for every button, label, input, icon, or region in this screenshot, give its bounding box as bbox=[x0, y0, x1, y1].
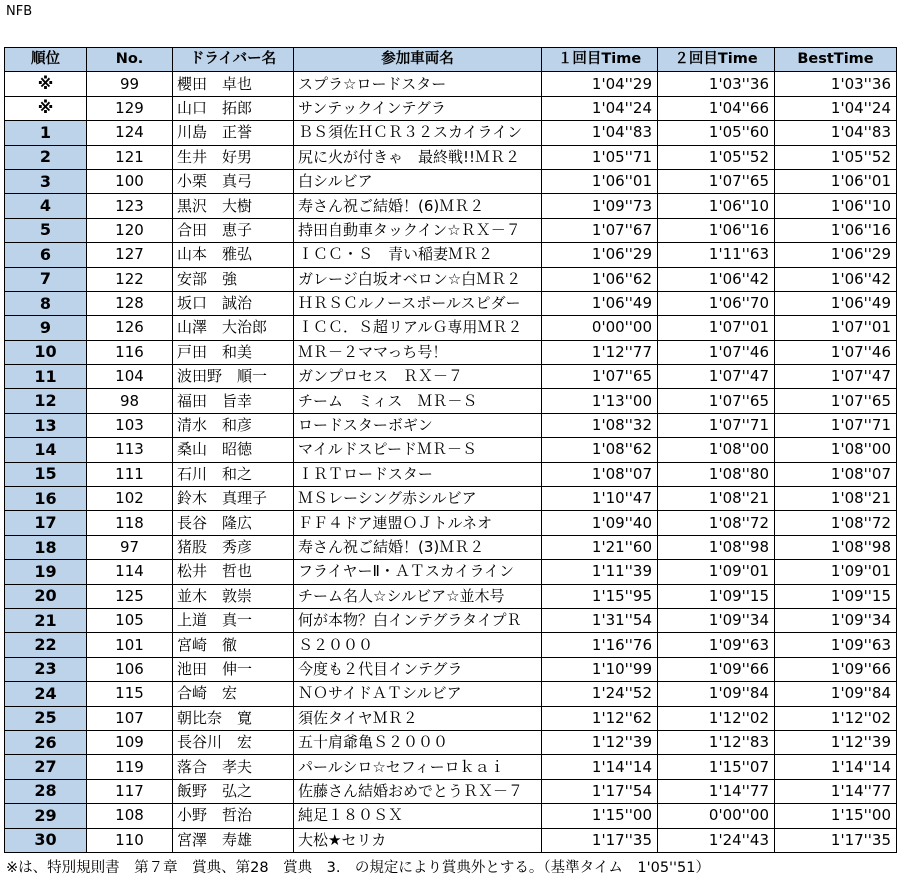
driver-cell: 長谷川 宏 bbox=[173, 730, 294, 754]
no-cell: 120 bbox=[87, 218, 173, 242]
vehicle-cell: マイルドスピードＭＲ－Ｓ bbox=[294, 438, 542, 462]
vehicle-cell: チーム名人☆シルビア☆並木号 bbox=[294, 584, 542, 608]
no-cell: 114 bbox=[87, 560, 173, 584]
time1-cell: 1'12''77 bbox=[542, 340, 658, 364]
time2-cell: 1'07''65 bbox=[658, 169, 775, 193]
rank-cell: 10 bbox=[5, 340, 87, 364]
driver-cell: 黒沢 大樹 bbox=[173, 194, 294, 218]
driver-cell: 合崎 宏 bbox=[173, 682, 294, 706]
time2-cell: 1'05''52 bbox=[658, 145, 775, 169]
time1-cell: 1'10''99 bbox=[542, 657, 658, 681]
table-row bbox=[5, 682, 897, 706]
vehicle-cell: Ｓ２０００ bbox=[294, 633, 542, 657]
best-time-cell: 1'06''16 bbox=[775, 218, 897, 242]
table-row bbox=[5, 657, 897, 681]
best-time-cell: 1'09''15 bbox=[775, 584, 897, 608]
rank-cell: 11 bbox=[5, 365, 87, 389]
driver-cell: 宮崎 徹 bbox=[173, 633, 294, 657]
best-time-cell: 1'07''46 bbox=[775, 340, 897, 364]
driver-cell: 桑山 昭徳 bbox=[173, 438, 294, 462]
vehicle-cell: ＩＲＴロードスター bbox=[294, 462, 542, 486]
time2-cell: 1'06''10 bbox=[658, 194, 775, 218]
best-time-cell: 1'07''47 bbox=[775, 365, 897, 389]
vehicle-cell: ＮＯサイドＡＴシルビア bbox=[294, 682, 542, 706]
time2-cell: 0'00''00 bbox=[658, 804, 775, 828]
time1-cell: 1'13''00 bbox=[542, 389, 658, 413]
time1-cell: 1'24''52 bbox=[542, 682, 658, 706]
driver-cell: 猪股 秀彦 bbox=[173, 535, 294, 559]
vehicle-cell: スプラ☆ロードスター bbox=[294, 72, 542, 96]
no-cell: 129 bbox=[87, 96, 173, 120]
rank-cell: 20 bbox=[5, 584, 87, 608]
driver-cell: 長谷 隆広 bbox=[173, 511, 294, 535]
table-row bbox=[5, 511, 897, 535]
time2-cell: 1'07''01 bbox=[658, 316, 775, 340]
rank-cell: 15 bbox=[5, 462, 87, 486]
driver-cell: 並木 敦崇 bbox=[173, 584, 294, 608]
time2-cell: 1'09''84 bbox=[658, 682, 775, 706]
vehicle-cell: 五十肩爺亀Ｓ２０００ bbox=[294, 730, 542, 754]
best-time-cell: 1'06''10 bbox=[775, 194, 897, 218]
time2-cell: 1'09''63 bbox=[658, 633, 775, 657]
best-time-cell: 1'06''29 bbox=[775, 243, 897, 267]
driver-cell: 坂口 誠治 bbox=[173, 291, 294, 315]
driver-cell: 朝比奈 寛 bbox=[173, 706, 294, 730]
vehicle-cell: 佐藤さん結婚おめでとうＲＸ－７ bbox=[294, 779, 542, 803]
vehicle-cell: 白シルビア bbox=[294, 169, 542, 193]
table-row bbox=[5, 462, 897, 486]
time1-cell: 1'15''00 bbox=[542, 804, 658, 828]
table-row bbox=[5, 487, 897, 511]
best-time-cell: 1'12''02 bbox=[775, 706, 897, 730]
time1-cell: 1'17''35 bbox=[542, 828, 658, 852]
driver-cell: 櫻田 卓也 bbox=[173, 72, 294, 96]
driver-cell: 石川 和之 bbox=[173, 462, 294, 486]
time2-cell: 1'07''65 bbox=[658, 389, 775, 413]
best-time-cell: 1'09''01 bbox=[775, 560, 897, 584]
driver-cell: 清水 和彦 bbox=[173, 413, 294, 437]
rank-cell: 24 bbox=[5, 682, 87, 706]
no-cell: 107 bbox=[87, 706, 173, 730]
time1-cell: 1'06''62 bbox=[542, 267, 658, 291]
no-cell: 101 bbox=[87, 633, 173, 657]
vehicle-cell: 純足１８０ＳＸ bbox=[294, 804, 542, 828]
header-no: No. bbox=[87, 48, 173, 72]
no-cell: 111 bbox=[87, 462, 173, 486]
time1-cell: 1'08''32 bbox=[542, 413, 658, 437]
best-time-cell: 1'04''83 bbox=[775, 121, 897, 145]
no-cell: 128 bbox=[87, 291, 173, 315]
vehicle-cell: 持田自動車タックイン☆ＲＸ－７ bbox=[294, 218, 542, 242]
vehicle-cell: ＢＳ須佐ＨＣＲ３２スカイライン bbox=[294, 121, 542, 145]
rank-cell: ※ bbox=[5, 72, 87, 96]
driver-cell: 生井 好男 bbox=[173, 145, 294, 169]
table-row bbox=[5, 169, 897, 193]
time1-cell: 1'04''83 bbox=[542, 121, 658, 145]
vehicle-cell: ＭＲ－２ママっち号！ bbox=[294, 340, 542, 364]
time1-cell: 1'04''24 bbox=[542, 96, 658, 120]
table-row bbox=[5, 218, 897, 242]
header-vehicle: 参加車両名 bbox=[294, 48, 542, 72]
vehicle-cell: 尻に火が付きゃ 最終戦!!ＭＲ２ bbox=[294, 145, 542, 169]
best-time-cell: 1'14''77 bbox=[775, 779, 897, 803]
no-cell: 97 bbox=[87, 535, 173, 559]
rank-cell: 16 bbox=[5, 487, 87, 511]
vehicle-cell: 何が本物？白インテグラタイプＲ bbox=[294, 608, 542, 632]
time2-cell: 1'09''34 bbox=[658, 608, 775, 632]
header-best: BestTime bbox=[775, 48, 897, 72]
table-row bbox=[5, 72, 897, 96]
table-row bbox=[5, 365, 897, 389]
best-time-cell: 1'08''00 bbox=[775, 438, 897, 462]
rank-cell: 27 bbox=[5, 755, 87, 779]
rank-cell: 4 bbox=[5, 194, 87, 218]
table-row bbox=[5, 121, 897, 145]
best-time-cell: 1'07''65 bbox=[775, 389, 897, 413]
table-row bbox=[5, 243, 897, 267]
rank-cell: 5 bbox=[5, 218, 87, 242]
rank-cell: 14 bbox=[5, 438, 87, 462]
driver-cell: 合田 恵子 bbox=[173, 218, 294, 242]
best-time-cell: 1'04''24 bbox=[775, 96, 897, 120]
driver-cell: 上道 真一 bbox=[173, 608, 294, 632]
no-cell: 106 bbox=[87, 657, 173, 681]
time1-cell: 1'04''29 bbox=[542, 72, 658, 96]
time1-cell: 1'08''62 bbox=[542, 438, 658, 462]
driver-cell: 宮澤 寿雄 bbox=[173, 828, 294, 852]
driver-cell: 飯野 弘之 bbox=[173, 779, 294, 803]
rank-cell: 13 bbox=[5, 413, 87, 437]
best-time-cell: 1'06''49 bbox=[775, 291, 897, 315]
rank-cell: 28 bbox=[5, 779, 87, 803]
driver-cell: 戸田 和美 bbox=[173, 340, 294, 364]
driver-cell: 池田 伸一 bbox=[173, 657, 294, 681]
time1-cell: 1'17''54 bbox=[542, 779, 658, 803]
header-driver: ドライバー名 bbox=[173, 48, 294, 72]
no-cell: 121 bbox=[87, 145, 173, 169]
no-cell: 109 bbox=[87, 730, 173, 754]
time2-cell: 1'15''07 bbox=[658, 755, 775, 779]
best-time-cell: 1'17''35 bbox=[775, 828, 897, 852]
table-row bbox=[5, 706, 897, 730]
no-cell: 126 bbox=[87, 316, 173, 340]
best-time-cell: 1'12''39 bbox=[775, 730, 897, 754]
time2-cell: 1'08''72 bbox=[658, 511, 775, 535]
table-row bbox=[5, 730, 897, 754]
driver-cell: 川島 正誉 bbox=[173, 121, 294, 145]
no-cell: 125 bbox=[87, 584, 173, 608]
table-row bbox=[5, 828, 897, 852]
vehicle-cell: ＩＣＣ・Ｓ 青い稲妻ＭＲ２ bbox=[294, 243, 542, 267]
vehicle-cell: パールシロ☆セフィーロｋａｉ bbox=[294, 755, 542, 779]
best-time-cell: 1'06''42 bbox=[775, 267, 897, 291]
driver-cell: 波田野 順一 bbox=[173, 365, 294, 389]
best-time-cell: 1'08''98 bbox=[775, 535, 897, 559]
vehicle-cell: サンテックインテグラ bbox=[294, 96, 542, 120]
time2-cell: 1'06''42 bbox=[658, 267, 775, 291]
time2-cell: 1'09''01 bbox=[658, 560, 775, 584]
driver-cell: 鈴木 真理子 bbox=[173, 487, 294, 511]
header-row bbox=[5, 48, 897, 72]
table-row bbox=[5, 584, 897, 608]
no-cell: 118 bbox=[87, 511, 173, 535]
time1-cell: 1'08''07 bbox=[542, 462, 658, 486]
no-cell: 115 bbox=[87, 682, 173, 706]
rank-cell: 1 bbox=[5, 121, 87, 145]
table-row bbox=[5, 194, 897, 218]
time2-cell: 1'08''00 bbox=[658, 438, 775, 462]
results-table bbox=[4, 47, 897, 853]
time2-cell: 1'06''16 bbox=[658, 218, 775, 242]
no-cell: 116 bbox=[87, 340, 173, 364]
no-cell: 127 bbox=[87, 243, 173, 267]
rank-cell: 29 bbox=[5, 804, 87, 828]
vehicle-cell: ガンプロセス ＲＸ－７ bbox=[294, 365, 542, 389]
best-time-cell: 1'08''72 bbox=[775, 511, 897, 535]
vehicle-cell: 今度も２代目インテグラ bbox=[294, 657, 542, 681]
time1-cell: 1'16''76 bbox=[542, 633, 658, 657]
time1-cell: 1'10''47 bbox=[542, 487, 658, 511]
page-title: NFB bbox=[6, 4, 33, 19]
time2-cell: 1'09''15 bbox=[658, 584, 775, 608]
vehicle-cell: チーム ミィス ＭＲ－Ｓ bbox=[294, 389, 542, 413]
table-row bbox=[5, 560, 897, 584]
time2-cell: 1'07''71 bbox=[658, 413, 775, 437]
rank-cell: 9 bbox=[5, 316, 87, 340]
time1-cell: 1'21''60 bbox=[542, 535, 658, 559]
table-row bbox=[5, 340, 897, 364]
table-row bbox=[5, 316, 897, 340]
no-cell: 124 bbox=[87, 121, 173, 145]
time1-cell: 1'06''01 bbox=[542, 169, 658, 193]
table-row bbox=[5, 389, 897, 413]
time2-cell: 1'07''46 bbox=[658, 340, 775, 364]
driver-cell: 小栗 真弓 bbox=[173, 169, 294, 193]
vehicle-cell: ＨＲＳＣルノースポールスピダー bbox=[294, 291, 542, 315]
time1-cell: 1'05''71 bbox=[542, 145, 658, 169]
time2-cell: 1'08''21 bbox=[658, 487, 775, 511]
no-cell: 108 bbox=[87, 804, 173, 828]
time2-cell: 1'06''70 bbox=[658, 291, 775, 315]
table-row bbox=[5, 779, 897, 803]
time2-cell: 1'24''43 bbox=[658, 828, 775, 852]
table-row bbox=[5, 438, 897, 462]
best-time-cell: 1'09''63 bbox=[775, 633, 897, 657]
best-time-cell: 1'08''21 bbox=[775, 487, 897, 511]
time2-cell: 1'12''83 bbox=[658, 730, 775, 754]
vehicle-cell: 須佐タイヤＭＲ２ bbox=[294, 706, 542, 730]
rank-cell: 12 bbox=[5, 389, 87, 413]
table-row bbox=[5, 755, 897, 779]
rank-cell: 6 bbox=[5, 243, 87, 267]
time2-cell: 1'14''77 bbox=[658, 779, 775, 803]
best-time-cell: 1'15''00 bbox=[775, 804, 897, 828]
rank-cell: 21 bbox=[5, 608, 87, 632]
no-cell: 104 bbox=[87, 365, 173, 389]
rank-cell: 23 bbox=[5, 657, 87, 681]
rank-cell: 30 bbox=[5, 828, 87, 852]
table-row bbox=[5, 145, 897, 169]
no-cell: 117 bbox=[87, 779, 173, 803]
time1-cell: 1'14''14 bbox=[542, 755, 658, 779]
best-time-cell: 1'09''84 bbox=[775, 682, 897, 706]
no-cell: 103 bbox=[87, 413, 173, 437]
best-time-cell: 1'05''52 bbox=[775, 145, 897, 169]
vehicle-cell: 寿さん祝ご結婚！(6)ＭＲ２ bbox=[294, 194, 542, 218]
time2-cell: 1'04''66 bbox=[658, 96, 775, 120]
driver-cell: 山澤 大治郎 bbox=[173, 316, 294, 340]
time1-cell: 1'12''39 bbox=[542, 730, 658, 754]
time2-cell: 1'08''80 bbox=[658, 462, 775, 486]
no-cell: 100 bbox=[87, 169, 173, 193]
rank-cell: 7 bbox=[5, 267, 87, 291]
rank-cell: 8 bbox=[5, 291, 87, 315]
rank-cell: 3 bbox=[5, 169, 87, 193]
time1-cell: 1'31''54 bbox=[542, 608, 658, 632]
no-cell: 123 bbox=[87, 194, 173, 218]
best-time-cell: 1'07''71 bbox=[775, 413, 897, 437]
no-cell: 119 bbox=[87, 755, 173, 779]
vehicle-cell: ＦＦ４ドア連盟ＯＪトルネオ bbox=[294, 511, 542, 535]
vehicle-cell: ＩＣＣ．Ｓ超リアルＧ専用ＭＲ２ bbox=[294, 316, 542, 340]
time2-cell: 1'03''36 bbox=[658, 72, 775, 96]
driver-cell: 松井 哲也 bbox=[173, 560, 294, 584]
table-row bbox=[5, 804, 897, 828]
vehicle-cell: ロードスターボギン bbox=[294, 413, 542, 437]
rank-cell: 19 bbox=[5, 560, 87, 584]
driver-cell: 落合 孝夫 bbox=[173, 755, 294, 779]
rank-cell: 17 bbox=[5, 511, 87, 535]
time1-cell: 1'11''39 bbox=[542, 560, 658, 584]
table-row bbox=[5, 96, 897, 120]
no-cell: 98 bbox=[87, 389, 173, 413]
footnote: ※は、特別規則書 第７章 賞典、第28 賞典 3. の規定により賞典外とする。（基準タイム 1'05''51） bbox=[6, 860, 710, 876]
time1-cell: 1'06''29 bbox=[542, 243, 658, 267]
best-time-cell: 1'08''07 bbox=[775, 462, 897, 486]
no-cell: 110 bbox=[87, 828, 173, 852]
time2-cell: 1'08''98 bbox=[658, 535, 775, 559]
header-time1: １回目Time bbox=[542, 48, 658, 72]
time1-cell: 1'09''40 bbox=[542, 511, 658, 535]
time1-cell: 1'15''95 bbox=[542, 584, 658, 608]
driver-cell: 安部 強 bbox=[173, 267, 294, 291]
vehicle-cell: 大松★セリカ bbox=[294, 828, 542, 852]
vehicle-cell: 寿さん祝ご結婚！(3)ＭＲ２ bbox=[294, 535, 542, 559]
time1-cell: 1'12''62 bbox=[542, 706, 658, 730]
best-time-cell: 1'07''01 bbox=[775, 316, 897, 340]
best-time-cell: 1'09''66 bbox=[775, 657, 897, 681]
rank-cell: 25 bbox=[5, 706, 87, 730]
driver-cell: 福田 旨幸 bbox=[173, 389, 294, 413]
rank-cell: ※ bbox=[5, 96, 87, 120]
best-time-cell: 1'14''14 bbox=[775, 755, 897, 779]
time2-cell: 1'12''02 bbox=[658, 706, 775, 730]
time2-cell: 1'11''63 bbox=[658, 243, 775, 267]
driver-cell: 小野 哲治 bbox=[173, 804, 294, 828]
vehicle-cell: ガレージ白坂オベロン☆白ＭＲ２ bbox=[294, 267, 542, 291]
header-rank: 順位 bbox=[5, 48, 87, 72]
time1-cell: 0'00''00 bbox=[542, 316, 658, 340]
rank-cell: 26 bbox=[5, 730, 87, 754]
rank-cell: 2 bbox=[5, 145, 87, 169]
driver-cell: 山口 拓郎 bbox=[173, 96, 294, 120]
table-row bbox=[5, 535, 897, 559]
vehicle-cell: ＭＳレーシング赤シルビア bbox=[294, 487, 542, 511]
table-row bbox=[5, 413, 897, 437]
time1-cell: 1'09''73 bbox=[542, 194, 658, 218]
best-time-cell: 1'06''01 bbox=[775, 169, 897, 193]
table-row bbox=[5, 608, 897, 632]
table-row bbox=[5, 633, 897, 657]
time1-cell: 1'07''65 bbox=[542, 365, 658, 389]
table-row bbox=[5, 267, 897, 291]
no-cell: 122 bbox=[87, 267, 173, 291]
no-cell: 105 bbox=[87, 608, 173, 632]
no-cell: 102 bbox=[87, 487, 173, 511]
no-cell: 99 bbox=[87, 72, 173, 96]
time2-cell: 1'07''47 bbox=[658, 365, 775, 389]
no-cell: 113 bbox=[87, 438, 173, 462]
vehicle-cell: フライヤーⅡ・ＡＴスカイライン bbox=[294, 560, 542, 584]
time1-cell: 1'07''67 bbox=[542, 218, 658, 242]
rank-cell: 22 bbox=[5, 633, 87, 657]
table-row bbox=[5, 291, 897, 315]
best-time-cell: 1'09''34 bbox=[775, 608, 897, 632]
time1-cell: 1'06''49 bbox=[542, 291, 658, 315]
time2-cell: 1'05''60 bbox=[658, 121, 775, 145]
driver-cell: 山本 雅弘 bbox=[173, 243, 294, 267]
time2-cell: 1'09''66 bbox=[658, 657, 775, 681]
best-time-cell: 1'03''36 bbox=[775, 72, 897, 96]
rank-cell: 18 bbox=[5, 535, 87, 559]
header-time2: ２回目Time bbox=[658, 48, 775, 72]
